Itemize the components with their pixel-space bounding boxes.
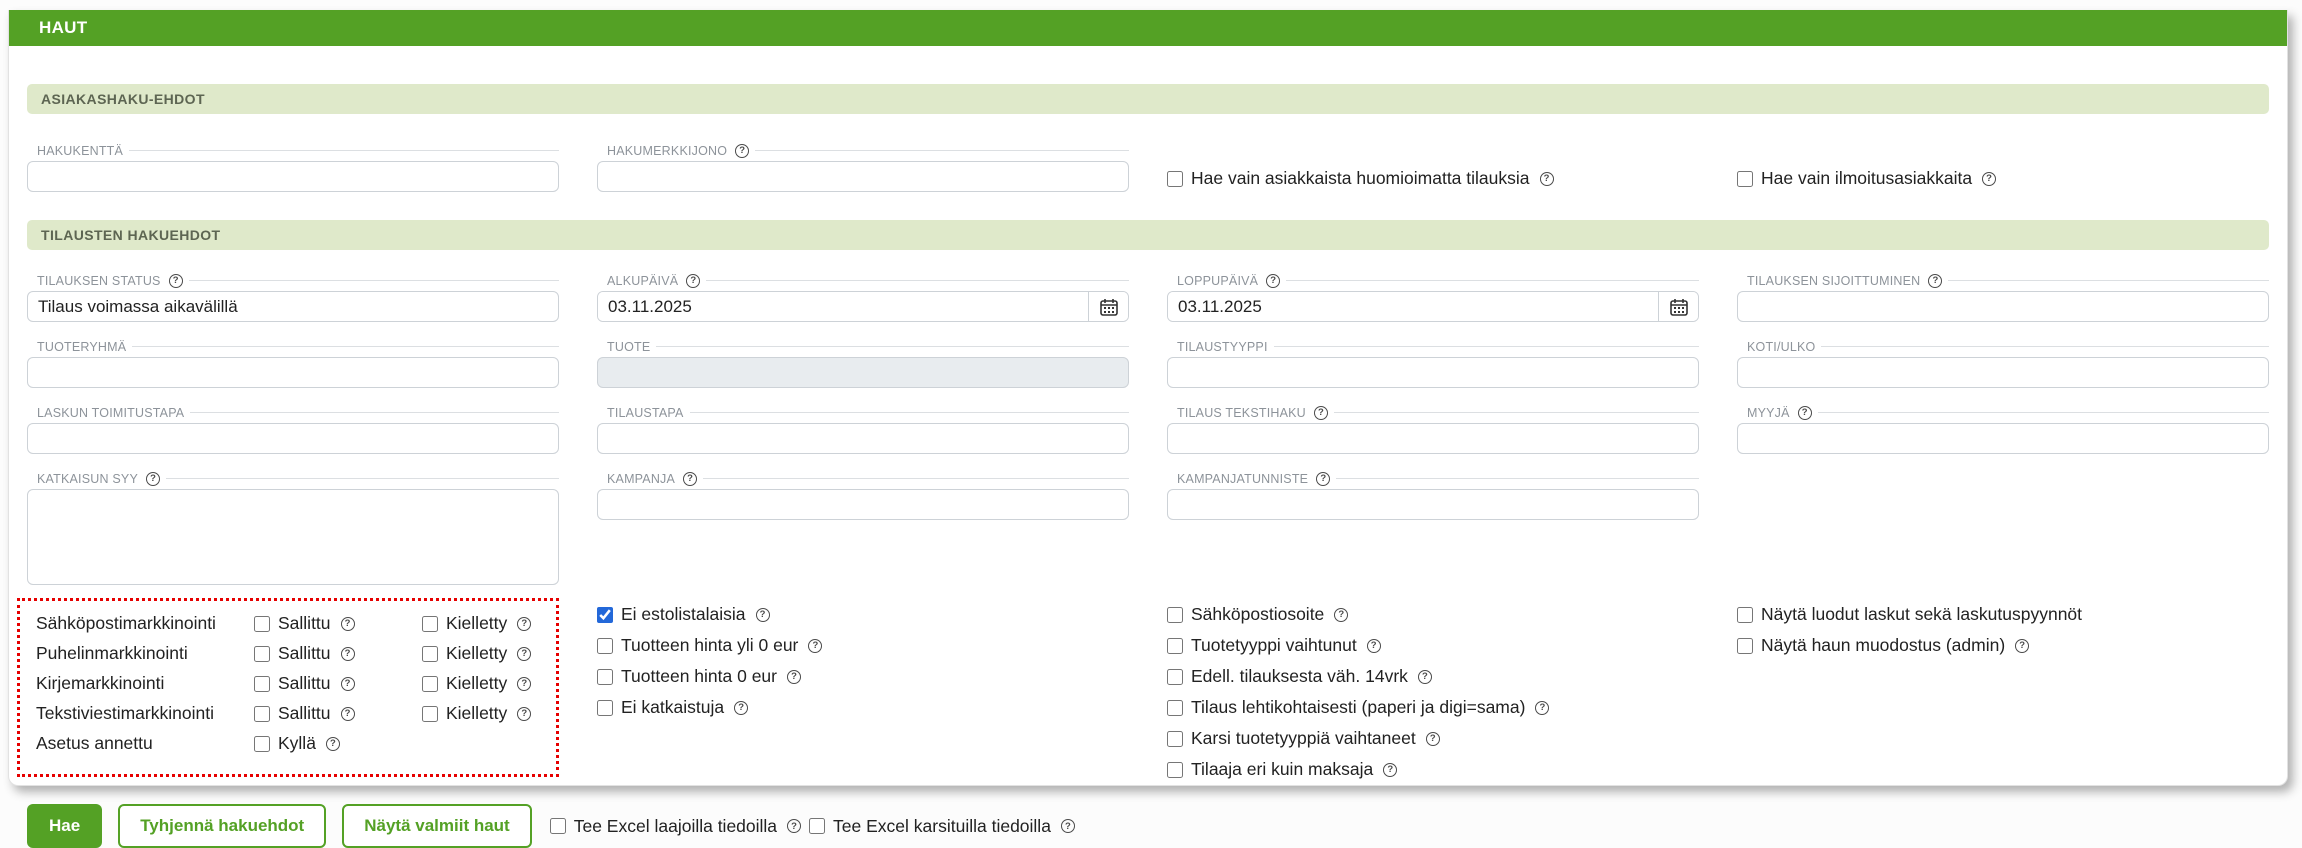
checkbox-tuotetyyppi-vaihtunut[interactable]: Tuotetyyppi vaihtunut ? — [1167, 635, 1699, 656]
katkaisun-syy-textarea[interactable] — [27, 489, 559, 585]
kampanja-input[interactable] — [597, 489, 1129, 520]
checkbox-tekstiviestimarkkinointi-kielletty[interactable]: Kielletty ? — [422, 703, 542, 724]
tuotetyyppi-vaihtunut-checkbox[interactable] — [1167, 638, 1183, 654]
checkbox-karsi-tuotetyyppia[interactable]: Karsi tuotetyyppiä vaihtaneet ? — [1167, 728, 1699, 749]
help-icon[interactable]: ? — [1426, 732, 1440, 746]
help-icon[interactable]: ? — [1982, 172, 1996, 186]
help-icon[interactable]: ? — [1798, 406, 1812, 420]
label-line — [656, 346, 1129, 347]
field-label: KAMPANJATUNNISTE — [1177, 471, 1309, 486]
field-label: TILAUKSEN SIJOITTUMINEN — [1747, 273, 1921, 288]
ei-estolistalaisia-checkbox[interactable] — [597, 607, 613, 623]
sahkopostimarkkinointi-kielletty-checkbox[interactable] — [422, 616, 438, 632]
checkbox-edell-tilauksesta[interactable]: Edell. tilauksesta väh. 14vrk ? — [1167, 666, 1699, 687]
sahkopostimarkkinointi-sallittu-checkbox[interactable] — [254, 616, 270, 632]
calendar-icon — [1669, 297, 1689, 317]
label-line — [1336, 478, 1699, 479]
tee-excel-laajoilla-checkbox[interactable] — [550, 818, 566, 834]
nayta-valmiit-haut-button[interactable]: Näytä valmiit haut — [342, 804, 532, 848]
label-line — [706, 280, 1129, 281]
tuotteen-hinta-0-checkbox[interactable] — [597, 669, 613, 685]
hakumerkkijono-input[interactable] — [597, 161, 1129, 192]
edell-tilauksesta-checkbox[interactable] — [1167, 669, 1183, 685]
checkbox-tuotteen-hinta-0[interactable]: Tuotteen hinta 0 eur ? — [597, 666, 1129, 687]
help-icon[interactable]: ? — [1928, 274, 1942, 288]
section-header-asiakashaku — [27, 84, 2269, 114]
tilauksen-sijoittuminen-input[interactable] — [1737, 291, 2269, 322]
hae-button[interactable]: Hae — [27, 804, 102, 848]
help-icon[interactable]: ? — [1061, 819, 1075, 833]
myyja-input[interactable] — [1737, 423, 2269, 454]
checkbox-asetus-annettu-kylla[interactable]: Kyllä ? — [254, 733, 422, 754]
tilauksen-status-input[interactable] — [27, 291, 559, 322]
help-icon[interactable]: ? — [1540, 172, 1554, 186]
help-icon[interactable]: ? — [517, 677, 531, 691]
nayta-luodut-laskut-checkbox[interactable] — [1737, 607, 1753, 623]
field-kampanja — [597, 470, 1129, 520]
nayta-haun-muodostus-checkbox[interactable] — [1737, 638, 1753, 654]
checkbox-nayta-haun-muodostus[interactable]: Näytä haun muodostus (admin) ? — [1737, 635, 2269, 656]
kirjemarkkinointi-kielletty-checkbox[interactable] — [422, 676, 438, 692]
help-icon[interactable]: ? — [341, 677, 355, 691]
koti-ulko-input[interactable] — [1737, 357, 2269, 388]
field-myyja — [1737, 404, 2269, 454]
field-koti-ulko — [1737, 338, 2269, 388]
help-icon[interactable]: ? — [1316, 472, 1330, 486]
help-icon[interactable]: ? — [517, 617, 531, 631]
label-line — [703, 478, 1129, 479]
checkbox-sahkopostiosoite[interactable]: Sähköpostiosoite ? — [1167, 604, 1699, 625]
marketing-row-label: Sähköpostimarkkinointi — [36, 613, 216, 633]
help-icon[interactable]: ? — [1383, 763, 1397, 777]
field-tuoteryhma — [27, 338, 559, 388]
tuoteryhma-input[interactable] — [27, 357, 559, 388]
field-hakukentta — [27, 142, 559, 192]
checkbox-ei-katkaistuja[interactable]: Ei katkaistuja ? — [597, 697, 1129, 718]
hae-vain-ilmoitusasiakkaita-checkbox[interactable] — [1737, 171, 1753, 187]
help-icon[interactable]: ? — [517, 647, 531, 661]
checkbox-puhelinmarkkinointi-kielletty[interactable]: Kielletty ? — [422, 643, 542, 664]
section-header-tilausten — [27, 220, 2269, 250]
help-icon[interactable]: ? — [1418, 670, 1432, 684]
help-icon[interactable]: ? — [686, 274, 700, 288]
checkbox-sahkopostimarkkinointi-sallittu[interactable]: Sallittu ? — [254, 613, 422, 634]
checkbox-tee-excel-karsituilla[interactable]: Tee Excel karsituilla tiedoilla ? — [809, 816, 1075, 837]
label-line — [1948, 280, 2269, 281]
help-icon[interactable]: ? — [2015, 639, 2029, 653]
search-panel — [8, 10, 2288, 836]
alkupaiva-calendar-button[interactable] — [1088, 292, 1128, 321]
label-line — [755, 150, 1129, 151]
marketing-row-label: Tekstiviestimarkkinointi — [36, 703, 214, 723]
help-icon[interactable]: ? — [787, 819, 801, 833]
help-icon[interactable]: ? — [1334, 608, 1348, 622]
tuotteen-hinta-yli-0-checkbox[interactable] — [597, 638, 613, 654]
label-line — [1334, 412, 1699, 413]
field-label: TUOTERYHMÄ — [37, 339, 127, 354]
field-alkupaiva — [597, 272, 1129, 322]
help-icon[interactable]: ? — [787, 670, 801, 684]
field-tilauksen-status — [27, 272, 559, 322]
tekstiviestimarkkinointi-kielletty-checkbox[interactable] — [422, 706, 438, 722]
field-label: HAKUKENTTÄ — [37, 143, 124, 158]
field-kampanjatunniste — [1167, 470, 1699, 520]
laskun-toimitustapa-input[interactable] — [27, 423, 559, 454]
marketing-row-label: Kirjemarkkinointi — [36, 673, 165, 693]
ei-katkaistuja-checkbox[interactable] — [597, 700, 613, 716]
checkbox-hae-vain-asiakkaista[interactable]: Hae vain asiakkaista huomioimatta tilauksia ? — [1167, 168, 1699, 189]
panel-title: HAUT — [39, 18, 88, 37]
help-icon[interactable]: ? — [326, 737, 340, 751]
tilaaja-eri-kuin-maksaja-checkbox[interactable] — [1167, 762, 1183, 778]
label-line — [132, 346, 559, 347]
field-label: TILAUSTAPA — [607, 405, 684, 420]
help-icon[interactable]: ? — [683, 472, 697, 486]
field-label: TILAUSTYYPPI — [1177, 339, 1268, 354]
help-icon[interactable]: ? — [517, 707, 531, 721]
label-line — [1821, 346, 2269, 347]
help-icon[interactable]: ? — [146, 472, 160, 486]
field-label: LOPPUPÄIVÄ — [1177, 273, 1259, 288]
tyhjenna-hakuehdot-button[interactable]: Tyhjennä hakuehdot — [118, 804, 326, 848]
field-loppupaiva — [1167, 272, 1699, 322]
help-icon[interactable]: ? — [756, 608, 770, 622]
checkbox-sahkopostimarkkinointi-kielletty[interactable]: Kielletty ? — [422, 613, 542, 634]
field-tilaus-tekstihaku — [1167, 404, 1699, 454]
help-icon[interactable]: ? — [808, 639, 822, 653]
help-icon[interactable]: ? — [341, 707, 355, 721]
tuote-input — [597, 357, 1129, 388]
help-icon[interactable]: ? — [1535, 701, 1549, 715]
marketing-row-label: Puhelinmarkkinointi — [36, 643, 188, 663]
field-label: ALKUPÄIVÄ — [607, 273, 679, 288]
sahkopostiosoite-checkbox[interactable] — [1167, 607, 1183, 623]
checkbox-puhelinmarkkinointi-sallittu[interactable]: Sallittu ? — [254, 643, 422, 664]
field-label: TILAUS TEKSTIHAKU — [1177, 405, 1306, 420]
field-hakumerkkijono — [597, 142, 1129, 192]
field-label: HAKUMERKKIJONO — [607, 143, 728, 158]
checkbox-kirjemarkkinointi-sallittu[interactable]: Sallittu ? — [254, 673, 422, 694]
tilaustyyppi-input[interactable] — [1167, 357, 1699, 388]
help-icon[interactable]: ? — [1314, 406, 1328, 420]
field-tilaustyyppi — [1167, 338, 1699, 388]
tee-excel-karsituilla-checkbox[interactable] — [809, 818, 825, 834]
loppupaiva-datepicker — [1167, 291, 1699, 322]
field-tilaustapa — [597, 404, 1129, 454]
label-line — [1274, 346, 1699, 347]
checkbox-hae-vain-ilmoitusasiakkaita[interactable]: Hae vain ilmoitusasiakkaita ? — [1737, 168, 2269, 189]
label-line — [190, 412, 559, 413]
checkbox-tilaaja-eri-kuin-maksaja[interactable]: Tilaaja eri kuin maksaja ? — [1167, 759, 1699, 780]
panel-header — [9, 10, 2287, 46]
section-title: ASIAKASHAKU-EHDOT — [41, 91, 205, 107]
alkupaiva-input[interactable] — [598, 292, 1088, 321]
tekstiviestimarkkinointi-sallittu-checkbox[interactable] — [254, 706, 270, 722]
hakukentta-input[interactable] — [27, 161, 559, 192]
puhelinmarkkinointi-kielletty-checkbox[interactable] — [422, 646, 438, 662]
label-line — [189, 280, 559, 281]
marketing-row-label: Asetus annettu — [36, 733, 153, 753]
label-line — [1286, 280, 1699, 281]
help-icon[interactable]: ? — [1266, 274, 1280, 288]
field-label: KOTI/ULKO — [1747, 339, 1816, 354]
checkbox-nayta-luodut-laskut[interactable]: Näytä luodut laskut sekä laskutuspyynnöt — [1737, 604, 2269, 625]
label-line — [166, 478, 559, 479]
help-icon[interactable]: ? — [341, 647, 355, 661]
field-label: LASKUN TOIMITUSTAPA — [37, 405, 185, 420]
tilaus-lehtikohtaisesti-checkbox[interactable] — [1167, 700, 1183, 716]
karsi-tuotetyyppia-checkbox[interactable] — [1167, 731, 1183, 747]
puhelinmarkkinointi-sallittu-checkbox[interactable] — [254, 646, 270, 662]
calendar-icon — [1099, 297, 1119, 317]
hae-vain-asiakkaista-checkbox[interactable] — [1167, 171, 1183, 187]
help-icon[interactable]: ? — [734, 701, 748, 715]
loppupaiva-calendar-button[interactable] — [1658, 292, 1698, 321]
tilaustapa-input[interactable] — [597, 423, 1129, 454]
help-icon[interactable]: ? — [735, 144, 749, 158]
asetus-annettu-kylla-checkbox[interactable] — [254, 736, 270, 752]
loppupaiva-input[interactable] — [1168, 292, 1658, 321]
tilaus-tekstihaku-input[interactable] — [1167, 423, 1699, 454]
checkbox-tee-excel-laajoilla[interactable]: Tee Excel laajoilla tiedoilla ? — [550, 816, 801, 837]
checkbox-tekstiviestimarkkinointi-sallittu[interactable]: Sallittu ? — [254, 703, 422, 724]
help-icon[interactable]: ? — [341, 617, 355, 631]
alkupaiva-datepicker — [597, 291, 1129, 322]
checkbox-ei-estolistalaisia[interactable]: Ei estolistalaisia ? — [597, 604, 1129, 625]
help-icon[interactable]: ? — [1367, 639, 1381, 653]
checkbox-kirjemarkkinointi-kielletty[interactable]: Kielletty ? — [422, 673, 542, 694]
field-label: MYYJÄ — [1747, 405, 1790, 420]
field-tuote — [597, 338, 1129, 388]
field-laskun-toimitustapa — [27, 404, 559, 454]
field-katkaisun-syy — [27, 470, 559, 590]
help-icon[interactable]: ? — [169, 274, 183, 288]
field-label: KAMPANJA — [607, 471, 676, 486]
field-tilauksen-sijoittuminen — [1737, 272, 2269, 322]
checkbox-tilaus-lehtikohtaisesti[interactable]: Tilaus lehtikohtaisesti (paperi ja digi=sama) ? — [1167, 697, 1699, 718]
checkbox-tuotteen-hinta-yli-0[interactable]: Tuotteen hinta yli 0 eur ? — [597, 635, 1129, 656]
kampanjatunniste-input[interactable] — [1167, 489, 1699, 520]
label-line — [129, 150, 559, 151]
label-line — [1818, 412, 2269, 413]
marketing-highlight-box — [17, 598, 559, 777]
field-label: KATKAISUN SYY — [37, 471, 139, 486]
field-label: TUOTE — [607, 339, 651, 354]
section-title: TILAUSTEN HAKUEHDOT — [41, 227, 221, 243]
field-label: TILAUKSEN STATUS — [37, 273, 161, 288]
kirjemarkkinointi-sallittu-checkbox[interactable] — [254, 676, 270, 692]
label-line — [690, 412, 1129, 413]
